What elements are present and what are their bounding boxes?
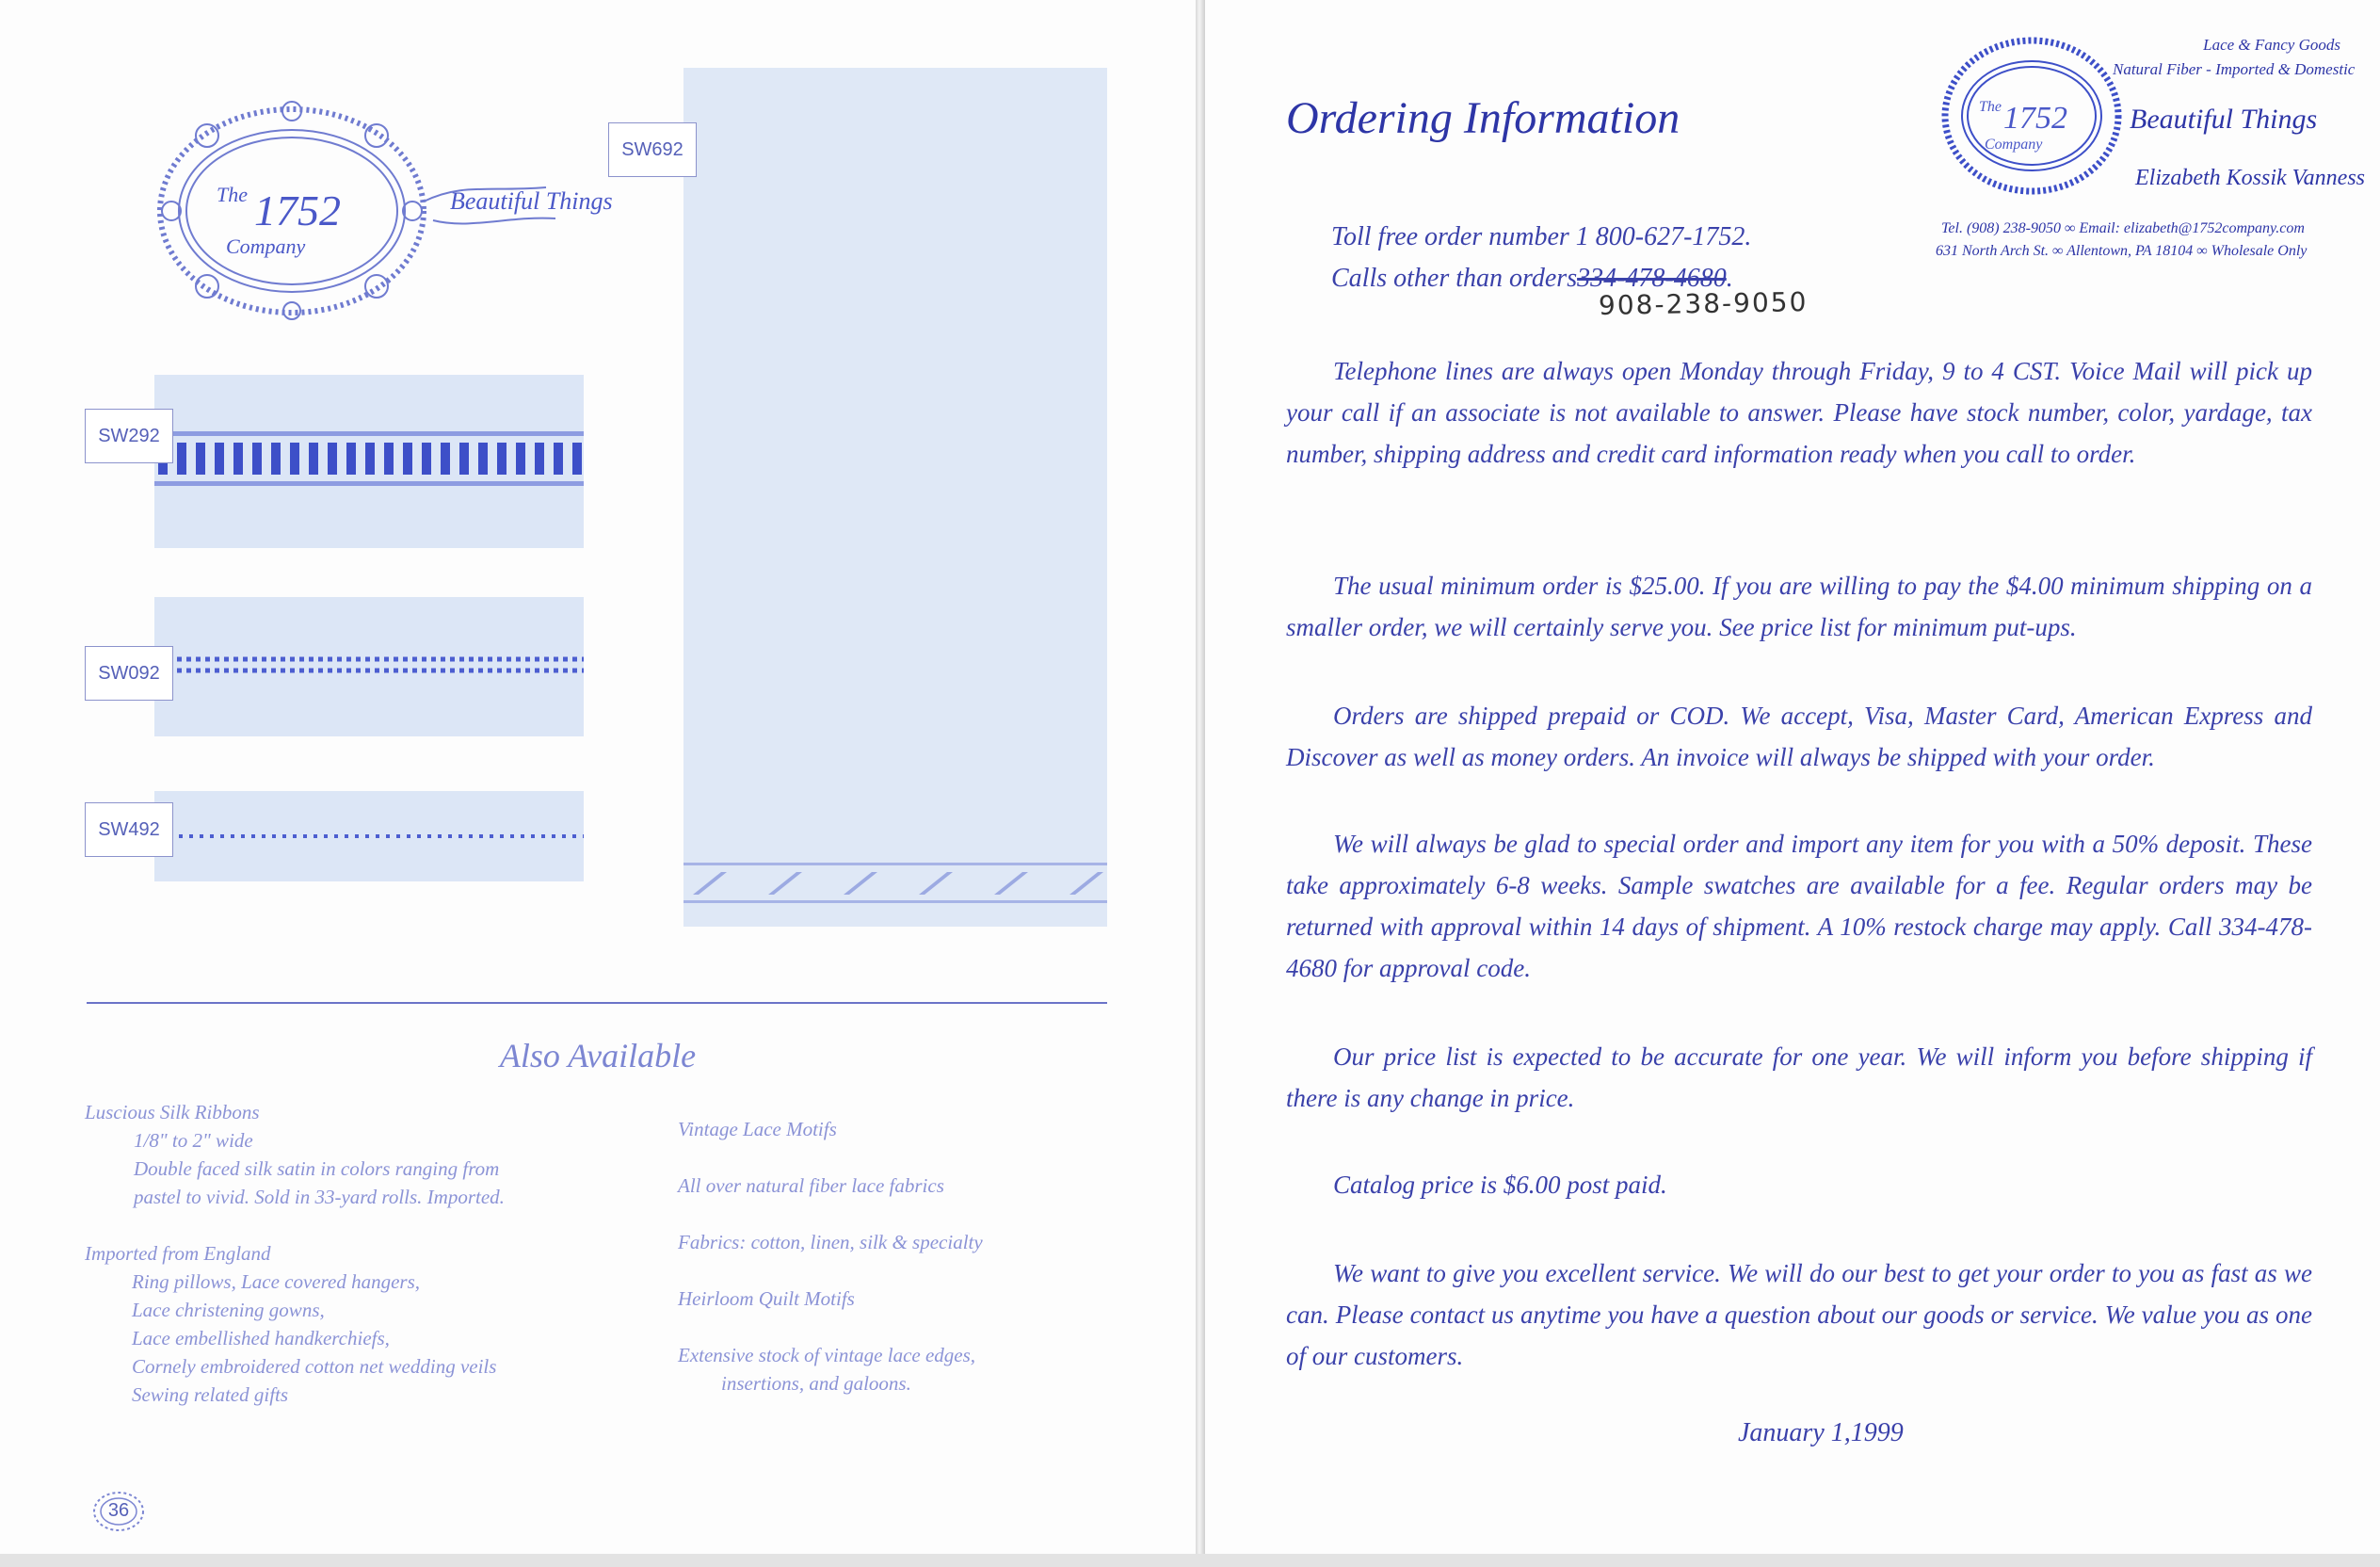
paragraph-payment: Orders are shipped prepaid or COD. We accept, Visa, Master Card, American Express and Discover as well as money orders. An invoice will always be shipped with your order. bbox=[1286, 702, 2312, 771]
swatch-label-sw692: SW692 bbox=[608, 122, 697, 177]
paragraph-special-order: We will always be glad to special order and import any item for you with a 50% deposit. These take approximately 6-8 weeks. Sample swatches are available for a fee. Regular orders may be returned with approval within 14 days of shipment. A 10% restock charge may apply. Call 334-478-4680 for approval code. bbox=[1286, 830, 2312, 982]
paragraph-hours: Telephone lines are always open Monday through Friday, 9 to 4 CST. Voice Mail will pick up your call if an associate is not available to answer. Please have stock number, color, yardage, tax number, shipping address and credit card information ready when you call to order. bbox=[1286, 357, 2312, 468]
swatch-sw092 bbox=[154, 597, 584, 736]
openwork-pattern bbox=[154, 429, 584, 488]
swatch-sw692 bbox=[683, 68, 1107, 927]
paragraph-price-list: Our price list is expected to be accurate for one year. We will inform you before shipping if there is any change in price. bbox=[1286, 1042, 2312, 1112]
list-item: Lace christening gowns, bbox=[132, 1299, 325, 1321]
company-logo bbox=[151, 98, 613, 324]
logo-company: Company bbox=[226, 234, 306, 258]
card-contact-line-2: 631 North Arch St. ∞ Allentown, PA 18104 ∞ Wholesale Only bbox=[1936, 243, 2308, 259]
swatch-label-sw092: SW092 bbox=[85, 646, 173, 701]
struck-phone-number: 334-478-4680 bbox=[1577, 264, 1727, 293]
swatch-sw292 bbox=[154, 375, 584, 548]
list-item: Cornely embroidered cotton net wedding veils bbox=[132, 1355, 497, 1378]
card-contact-line-1: Tel. (908) 238-9050 ∞ Email: elizabeth@1752company.com bbox=[1941, 220, 2305, 236]
list-item: Imported from England bbox=[85, 1242, 271, 1265]
list-item: pastel to vivid. Sold in 33-yard rolls. Imported. bbox=[134, 1186, 505, 1208]
other-calls-prefix: Calls other than orders bbox=[1331, 264, 1578, 293]
card-logo-company: Company bbox=[1985, 137, 2043, 153]
book-gutter bbox=[1196, 0, 1205, 1554]
list-item: Heirloom Quilt Motifs bbox=[678, 1287, 855, 1310]
list-item: Ring pillows, Lace covered hangers, bbox=[132, 1270, 421, 1293]
document-date: January 1,1999 bbox=[1738, 1418, 1904, 1447]
left-page bbox=[0, 0, 1196, 1554]
card-logo-the: The bbox=[1979, 99, 2002, 115]
swatch-label-sw292: SW292 bbox=[85, 409, 173, 463]
card-owner-name: Elizabeth Kossik Vanness bbox=[2135, 166, 2365, 190]
card-tagline-2: Natural Fiber - Imported & Domestic bbox=[2113, 60, 2356, 78]
page-number-text: 36 bbox=[107, 1500, 130, 1521]
handwritten-phone-number: 908-238-9050 bbox=[1598, 286, 1809, 321]
lace-border-pattern bbox=[683, 859, 1107, 908]
paragraph-catalog-price: Catalog price is $6.00 post paid. bbox=[1333, 1171, 1667, 1199]
list-item: Extensive stock of vintage lace edges, bbox=[678, 1344, 976, 1366]
openwork-pattern bbox=[154, 654, 584, 676]
list-item: Fabrics: cotton, linen, silk & specialty bbox=[678, 1231, 983, 1253]
list-item: Vintage Lace Motifs bbox=[678, 1118, 837, 1140]
page-number bbox=[90, 1490, 147, 1533]
list-item: 1/8" to 2" wide bbox=[134, 1129, 253, 1152]
page-bottom-edge bbox=[0, 1554, 2380, 1567]
also-available-left-column bbox=[85, 1098, 505, 1409]
list-item: All over natural fiber lace fabrics bbox=[678, 1174, 944, 1197]
page-title: Ordering Information bbox=[1286, 93, 1680, 143]
paragraph-minimum-order: The usual minimum order is $25.00. If you are willing to pay the $4.00 minimum shipping on a smaller order, we will certainly serve you. See price list for minimum put-ups. bbox=[1286, 572, 2312, 641]
paragraph-service: We want to give you excellent service. We will do our best to get your order to you as fast as we can. Please contact us anytime you have a question about our goods or service. We value you as one of our customers. bbox=[1286, 1259, 2312, 1370]
swatch-sw492 bbox=[154, 791, 584, 881]
list-item: Luscious Silk Ribbons bbox=[85, 1101, 260, 1123]
list-item: Sewing related gifts bbox=[132, 1383, 289, 1406]
list-item: Double faced silk satin in colors ranging from bbox=[134, 1157, 500, 1180]
other-calls-suffix: . bbox=[1726, 264, 1733, 293]
also-available-right-column bbox=[678, 1115, 983, 1397]
toll-free-number: Toll free order number 1 800-627-1752. bbox=[1331, 222, 1752, 251]
card-logo-number: 1752 bbox=[2003, 101, 2067, 136]
business-card-logo bbox=[1938, 26, 2126, 205]
swatch-label-sw492: SW492 bbox=[85, 802, 173, 857]
list-item: insertions, and galoons. bbox=[721, 1372, 911, 1395]
card-tagline-1: Lace & Fancy Goods bbox=[2203, 36, 2340, 54]
list-item: Lace embellished handkerchiefs, bbox=[132, 1327, 390, 1349]
logo-the: The bbox=[217, 183, 248, 206]
logo-script: Beautiful Things bbox=[450, 187, 613, 215]
logo-number: 1752 bbox=[254, 186, 341, 234]
openwork-pattern bbox=[154, 829, 584, 844]
also-available-title: Also Available bbox=[499, 1037, 697, 1074]
section-divider bbox=[87, 1002, 1107, 1004]
card-logo-script: Beautiful Things bbox=[2130, 104, 2318, 135]
